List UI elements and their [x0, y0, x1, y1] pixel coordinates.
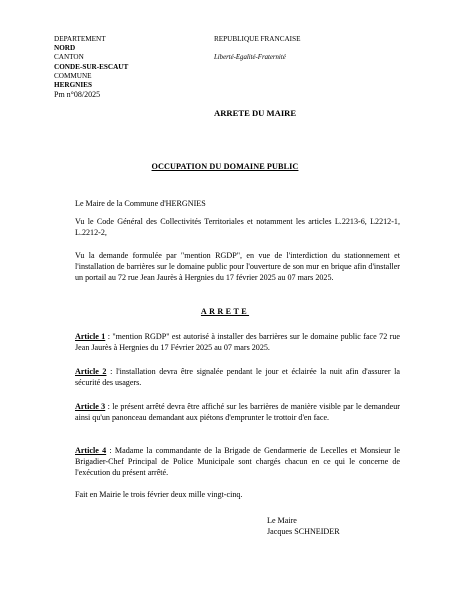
commune-value: HERGNIES — [54, 81, 92, 90]
article-4-label: Article 4 — [75, 446, 107, 455]
article-1-text: : "mention RGDP" est autorisé à installer des barrières sur le domaine public face 72 rue Jean Jaurès à Hergnies du 17 Février 2025 au 07 mars 2025. — [75, 332, 400, 352]
article-4-text: : Madame la commandante de la Brigade de Gendarmerie de Lecelles et Monsieur le Brigadier-Chef Principal de Police Municipale sont chargés chacun en ce qui le concerne de l'exécution du présent arrêté. — [75, 446, 401, 477]
vu-paragraph-1: Vu le Code Général des Collectivités Territoriales et notamment les articles L.2213-6, L2212-1, L.2212-2, — [75, 217, 400, 237]
article-3-text: : le présent arrêté devra être affiché sur les barrières de manière visible par le demandeur ainsi qu'un panonceau demandant aux piétons d'emprunter le trottoir d'en face. — [75, 402, 400, 422]
header-right — [214, 35, 404, 62]
article-2-label: Article 2 — [75, 367, 107, 376]
header-left — [54, 35, 194, 99]
signature-role: Le Maire — [267, 516, 297, 525]
lead-line: Le Maire de la Commune d'HERGNIES — [75, 199, 206, 208]
article-2 — [75, 367, 400, 389]
commune-label: COMMUNE — [54, 71, 92, 80]
article-3 — [75, 402, 400, 424]
departement-value: NORD — [54, 44, 76, 53]
devise: Liberté-Egalité-Fraternité — [214, 54, 286, 62]
article-1-label: Article 1 — [75, 332, 106, 341]
republique-label: REPUBLIQUE FRANCAISE — [214, 35, 301, 43]
arrete-heading: ARRETE — [200, 307, 250, 316]
article-1 — [75, 332, 400, 354]
canton-label: CANTON — [54, 53, 84, 62]
closing-line: Fait en Mairie le trois février deux mille vingt-cinq. — [75, 490, 243, 499]
article-2-text: : l'installation devra être signalée pendant le jour et éclairée la nuit afin d'assurer la sécurité des usagers. — [75, 367, 400, 387]
signature-name: Jacques SCHNEIDER — [267, 526, 340, 536]
canton-value: CONDE-SUR-ESCAUT — [54, 62, 129, 71]
departement-label: DEPARTEMENT — [54, 35, 106, 43]
subject-title: OCCUPATION DU DOMAINE PUBLIC — [151, 162, 299, 171]
vu-paragraph-2: Vu la demande formulée par "mention RGDP", en vue de l'interdiction du stationnement et l'installation de barrières sur le domaine public pour l'ouverture de son mur en brique afin d'installer un portail au 72 rue Jean Jaurès à Hergnies du 17 février 2025 au 07 mars 2025. — [75, 251, 400, 282]
article-3-label: Article 3 — [75, 402, 106, 411]
reference-number: Pm n°08/2025 — [54, 90, 101, 100]
article-4 — [75, 446, 400, 479]
signature-block — [267, 516, 340, 538]
arrete-du-maire-title: ARRETE DU MAIRE — [214, 108, 297, 118]
